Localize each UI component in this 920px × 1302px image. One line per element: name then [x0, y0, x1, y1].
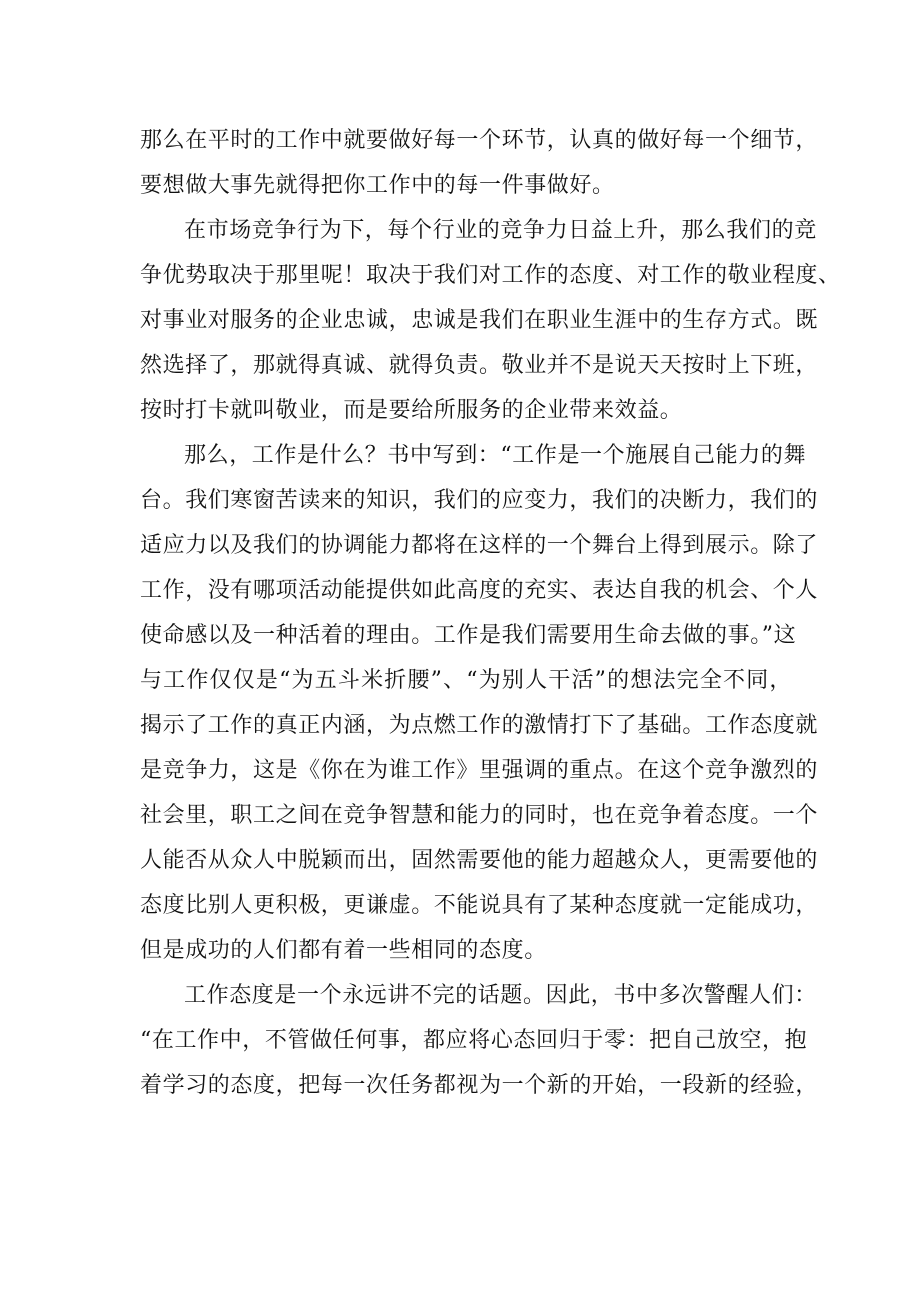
text-line: 揭示了工作的真正内涵，为点燃工作的激情打下了基础。工作态度就 — [140, 713, 819, 738]
text-line: 台。我们寒窗苦读来的知识，我们的应变力，我们的决断力，我们的 — [140, 488, 819, 513]
body-text — [140, 118, 841, 1108]
text-line: 争优势取决于那里呢！取决于我们对工作的态度、对工作的敬业程度、 — [140, 263, 841, 288]
paragraph-1 — [140, 118, 819, 208]
text-line: 使命感以及一种活着的理由。工作是我们需要用生命去做的事。”这 — [140, 623, 797, 648]
text-line: “在工作中，不管做任何事，都应将心态回归于零：把自己放空，抱 — [140, 1028, 808, 1053]
text-line: 态度比别人更积极，更谦虚。不能说具有了某种态度就一定能成功， — [140, 893, 819, 918]
text-line: 与工作仅仅是“为五斗米折腰”、“为别人干活”的想法完全不同， — [140, 668, 792, 693]
text-line: 人能否从众人中脱颖而出，固然需要他的能力超越众人，更需要他的 — [140, 848, 819, 873]
text-line: 但是成功的人们都有着一些相同的态度。 — [140, 938, 547, 963]
text-line: 工作，没有哪项活动能提供如此高度的充实、表达自我的机会、个人 — [140, 578, 819, 603]
text-line: 对事业对服务的企业忠诚，忠诚是我们在职业生涯中的生存方式。既 — [140, 308, 819, 333]
text-line: 那么，工作是什么？书中写到：“工作是一个施展自己能力的舞 — [184, 443, 807, 468]
text-line: 在市场竞争行为下，每个行业的竞争力日益上升，那么我们的竞 — [184, 218, 817, 243]
paragraph-4 — [140, 973, 819, 1108]
text-line: 适应力以及我们的协调能力都将在这样的一个舞台上得到展示。除了 — [140, 533, 819, 558]
text-line: 是竞争力，这是《你在为谁工作》里强调的重点。在这个竞争激烈的 — [140, 758, 819, 783]
text-line: 然选择了，那就得真诚、就得负责。敬业并不是说天天按时上下班， — [140, 353, 819, 378]
text-line: 工作态度是一个永远讲不完的话题。因此，书中多次警醒人们： — [184, 983, 817, 1008]
text-line: 要想做大事先就得把你工作中的每一件事做好。 — [140, 173, 615, 198]
text-line: 那么在平时的工作中就要做好每一个环节，认真的做好每一个细节， — [140, 128, 819, 153]
text-line: 按时打卡就叫敬业，而是要给所服务的企业带来效益。 — [140, 398, 683, 423]
text-line: 社会里，职工之间在竞争智慧和能力的同时，也在竞争着态度。一个 — [140, 803, 819, 828]
text-line: 着学习的态度，把每一次任务都视为一个新的开始，一段新的经验， — [140, 1073, 819, 1098]
paragraph-3 — [140, 433, 819, 973]
paragraph-2 — [140, 208, 841, 433]
